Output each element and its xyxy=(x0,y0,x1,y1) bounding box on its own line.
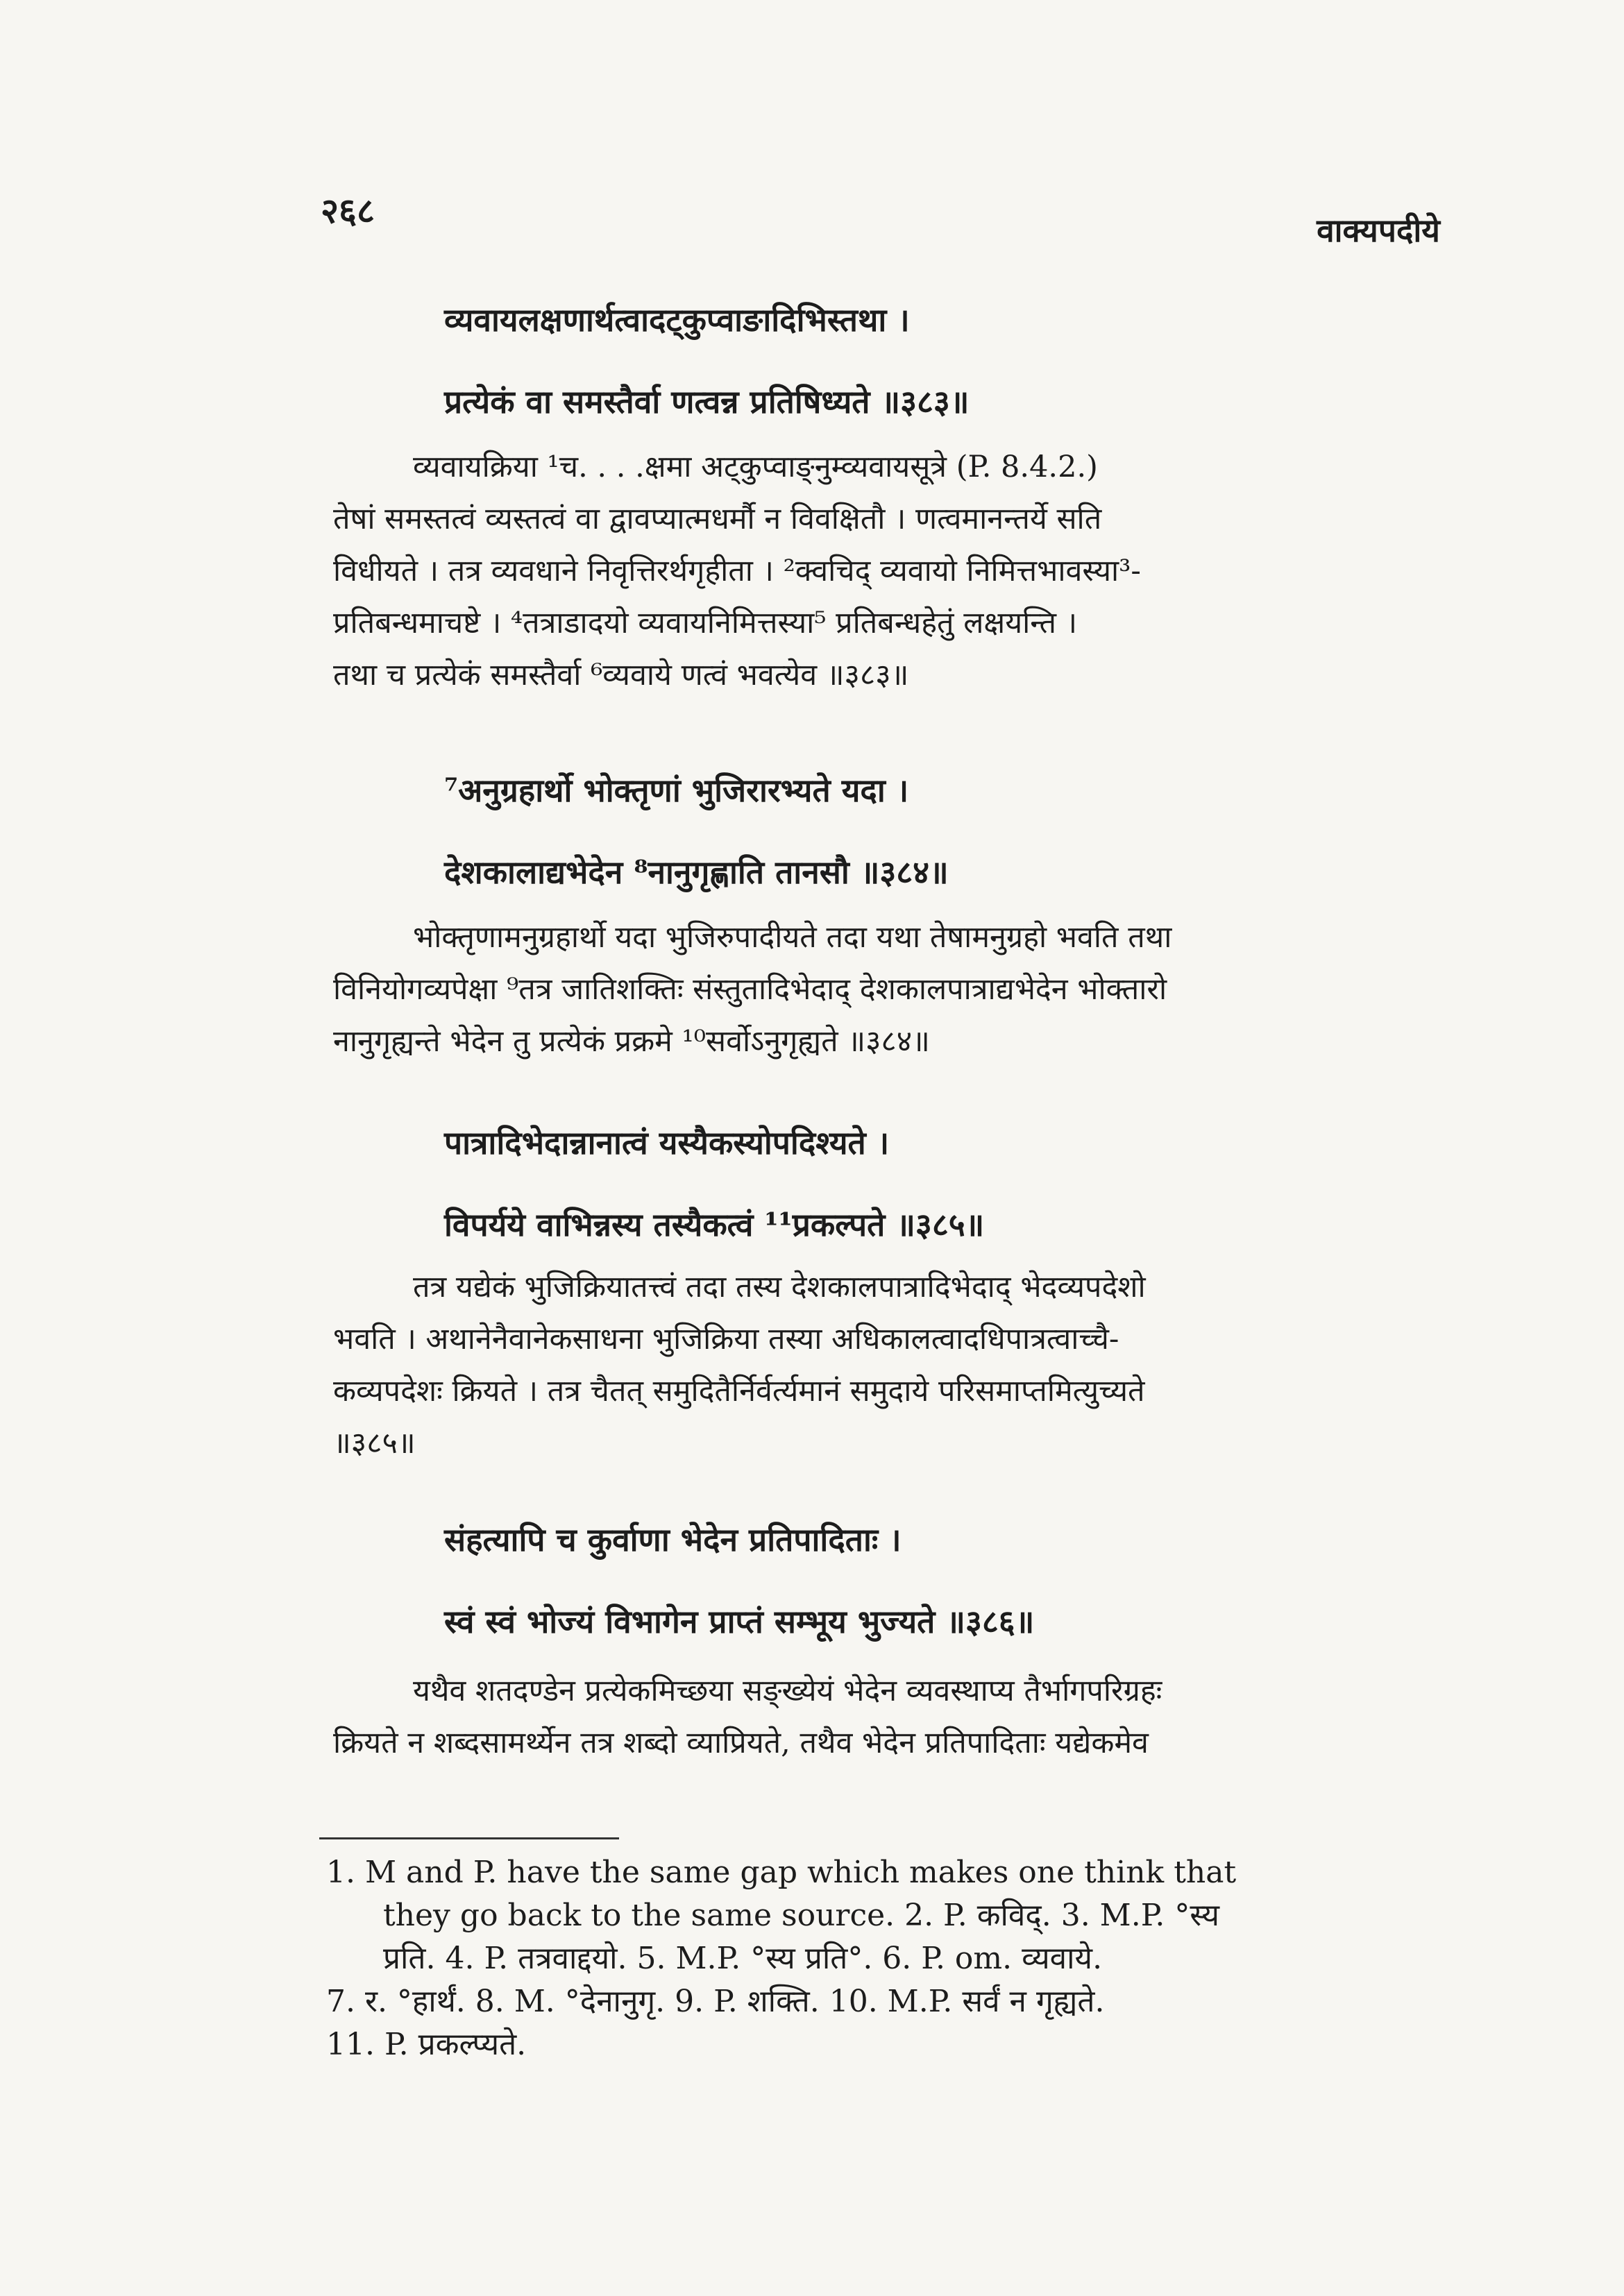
footnote-line: 7. र. °हार्थं. 8. M. °देनानुगृ. 9. P. शक्ति. 10. M.P. सर्वं न गृह्यते. xyxy=(326,1984,1105,2019)
footnotes xyxy=(326,1851,1416,2066)
commentary-line: यथैव शतदण्डेन प्रत्येकमिच्छया सङ्ख्येयं भेदेन व्यवस्थाप्य तैर्भागपरिग्रहः xyxy=(413,1674,1162,1708)
running-title: वाक्यपदीये xyxy=(1317,212,1440,249)
commentary-line: प्रतिबन्धमाचष्टे । ⁴तत्राडादयो व्यवायनिमित्तस्या⁵ प्रतिबन्धहेतुं लक्षयन्ति । xyxy=(333,606,1077,640)
page-number: २६८ xyxy=(321,190,375,231)
verse-line: ⁷अनुग्रहार्थो भोक्तृणां भुजिरारभ्यते यदा । xyxy=(444,772,909,809)
verse-383 xyxy=(444,279,969,443)
commentary-line: तत्र यद्येकं भुजिक्रियातत्त्वं तदा तस्य देशकालपात्रादिभेदाद् भेदव्यपदेशो xyxy=(413,1270,1146,1304)
commentary-385 xyxy=(333,1261,1416,1470)
verse-line: स्वं स्वं भोज्यं विभागेन प्राप्तं सम्भूय भुज्यते ॥३८६॥ xyxy=(444,1603,1035,1640)
footnote-line: 11. P. प्रकल्प्यते. xyxy=(326,2027,527,2062)
verse-line: प्रत्येकं वा समस्तैर्वा णत्वन्न प्रतिषिध्यते ॥३८३॥ xyxy=(444,383,970,420)
verse-384 xyxy=(444,749,949,913)
footnote-divider xyxy=(319,1837,619,1839)
commentary-line: नानुगृह्यन्ते भेदेन तु प्रत्येकं प्रक्रमे ¹⁰सर्वोऽनुगृह्यते ॥३८४॥ xyxy=(333,1024,930,1059)
commentary-line: तथा च प्रत्येकं समस्तैर्वा ⁶व्यवाये णत्वं भवत्येव ॥३८३॥ xyxy=(333,658,909,692)
commentary-line: कव्यपदेशः क्रियते । तत्र चैतत् समुदितैर्निर्वर्त्यमानं समुदाये परिसमाप्तमित्युच्यते xyxy=(333,1374,1145,1409)
commentary-383 xyxy=(333,441,1416,701)
footnote-line: प्रति. 4. P. तत्रवाद्दयो. 5. M.P. °स्य प्रति°. 6. P. om. व्यवाये. xyxy=(383,1941,1103,1976)
verse-line: पात्रादिभेदान्नानात्वं यस्यैकस्योपदिश्यते । xyxy=(444,1124,890,1162)
commentary-386 xyxy=(333,1665,1416,1769)
commentary-line: व्यवायक्रिया ¹च. . . .क्षमा अट्कुप्वाङ्नुम्व्यवायसूत्रे (P. 8.4.2.) xyxy=(413,450,1098,484)
commentary-line: भोक्तृणामनुग्रहार्थो यदा भुजिरुपादीयते तदा यथा तेषामनुग्रहो भवति तथा xyxy=(413,920,1172,955)
commentary-line: विनियोगव्यपेक्षा ⁹तत्र जातिशक्तिः संस्तुतादिभेदाद् देशकालपात्राद्यभेदेन भोक्तारो xyxy=(333,972,1167,1007)
commentary-384 xyxy=(333,912,1416,1068)
commentary-line: क्रियते न शब्दसामर्थ्येन तत्र शब्दो व्याप्रियते, तथैव भेदेन प्रतिपादिताः यद्येकमेव xyxy=(333,1726,1149,1760)
verse-line: देशकालाद्यभेदेन ⁸नानुगृह्णाति तानसौ ॥३८४॥ xyxy=(444,853,949,891)
verse-386 xyxy=(444,1499,1034,1663)
verse-line: विपर्यये वाभिन्नस्य तस्यैकत्वं ¹¹प्रकल्पते ॥३८५॥ xyxy=(444,1206,985,1243)
commentary-line: ॥३८५॥ xyxy=(333,1426,416,1461)
footnote-line: they go back to the same source. 2. P. कविद्. 3. M.P. °स्य xyxy=(383,1898,1220,1933)
verse-line: संहत्यापि च कुर्वाणा भेदेन प्रतिपादिताः । xyxy=(444,1521,902,1558)
verse-385 xyxy=(444,1102,984,1266)
commentary-line: विधीयते । तत्र व्यवधाने निवृत्तिरर्थगृहीता । ²क्वचिद् व्यवायो निमित्तभावस्या³- xyxy=(333,554,1141,588)
commentary-line: भवति । अथानेनैवानेकसाधना भुजिक्रिया तस्या अधिकालत्वादधिपात्रत्वाच्चै- xyxy=(333,1322,1119,1357)
commentary-line: तेषां समस्तत्वं व्यस्तत्वं वा द्वावप्यात्मधर्मौ न विवक्षितौ । णत्वमानन्तर्ये सति xyxy=(333,502,1102,536)
footnote-line: 1. M and P. have the same gap which makes one think that xyxy=(326,1855,1237,1890)
verse-line: व्यवायलक्षणार्थत्वादट्कुप्वाङादिभिस्तथा । xyxy=(444,301,910,339)
